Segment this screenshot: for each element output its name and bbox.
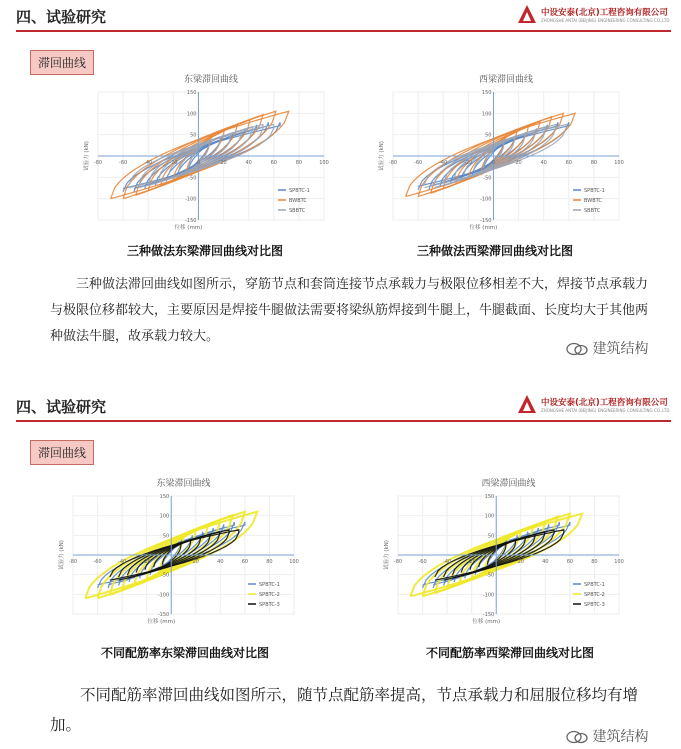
x-tick-label: -40 (443, 559, 452, 565)
logo-subtext: ZHONGSHE ANTAI (BEIJING) ENGINEERING CONSULTING CO.,LTD (541, 18, 670, 23)
logo-mark-icon (517, 394, 537, 414)
legend-label: SPBTC-1 (584, 582, 605, 588)
legend-label: BWBTC (584, 198, 602, 204)
x-tick-label: -80 (393, 559, 403, 565)
figure-caption: 不同配筋率西梁滞回曲线对比图 (425, 646, 594, 660)
y-tick-label: 50 (162, 533, 170, 540)
chart-west-ratio (380, 476, 625, 630)
y-tick-label: 50 (190, 132, 197, 139)
y-tick-label: -50 (161, 572, 170, 579)
y-tick-label: -100 (157, 592, 170, 599)
chart-east-three (80, 72, 330, 236)
y-tick-label: 100 (484, 513, 495, 520)
logo-subtext: ZHONGSHE ANTAI (BEIJING) ENGINEERING CONSULTING CO.,LTD (541, 408, 670, 413)
y-tick-label: 150 (481, 90, 492, 96)
y-tick-label: 50 (485, 132, 492, 139)
wechat-icon (566, 730, 588, 744)
y-tick-label: 50 (487, 533, 495, 540)
x-axis-label: 位移 (mm) (469, 225, 498, 231)
x-tick-label: 0 (494, 559, 498, 565)
x-tick-label: -20 (169, 160, 178, 166)
x-tick-label: 40 (540, 160, 547, 166)
y-tick-label: -150 (482, 612, 495, 618)
y-tick-label: 150 (186, 90, 197, 96)
watermark (566, 338, 648, 358)
hysteresis-chart (80, 72, 330, 232)
body-paragraph: 不同配筋率滞回曲线如图所示，随节点配筋率提高，节点承载力和屈服位移均有增加。 (50, 686, 639, 734)
x-tick-label: -80 (388, 160, 398, 166)
figure-caption: 三种做法西梁滞回曲线对比图 (416, 244, 573, 258)
hysteresis-chart (375, 72, 625, 232)
x-tick-label: -20 (467, 559, 476, 565)
x-tick-label: 0 (196, 160, 201, 166)
x-tick-label: -20 (464, 160, 473, 166)
legend-label: SBBTC (289, 208, 306, 214)
legend-label: SPBTC-1 (259, 582, 280, 588)
x-tick-label: 20 (517, 559, 524, 565)
company-logo (517, 4, 670, 32)
y-tick-label: -50 (483, 175, 492, 182)
x-tick-label: 40 (245, 160, 252, 166)
legend-label: SPBTC-1 (584, 188, 605, 194)
chart-title: 西梁滞回曲线 (481, 479, 536, 489)
x-tick-label: -60 (93, 559, 102, 565)
hysteresis-chart (55, 476, 300, 626)
legend-label: SPBTC-2 (259, 592, 280, 598)
y-tick-label: -50 (486, 572, 495, 579)
logo-text: 中设安泰(北京)工程咨询有限公司 (541, 8, 668, 18)
legend-label: SPBTC-1 (289, 188, 310, 194)
y-tick-label: 100 (159, 513, 170, 520)
x-tick-label: -40 (439, 160, 448, 166)
x-tick-label: -60 (119, 160, 128, 166)
y-tick-label: 150 (484, 494, 495, 500)
x-tick-label: 100 (614, 559, 624, 565)
x-tick-label: -40 (144, 160, 153, 166)
x-tick-label: -60 (418, 559, 427, 565)
y-tick-label: 100 (481, 111, 492, 118)
y-tick-label: -50 (188, 175, 197, 182)
x-tick-label: 60 (241, 559, 249, 565)
x-tick-label: 100 (319, 160, 329, 166)
x-tick-label: 20 (220, 160, 227, 166)
section-tag: 滞回曲线 (30, 440, 94, 465)
legend-label: SPBTC-2 (584, 592, 605, 598)
figure-caption: 三种做法东梁滞回曲线对比图 (126, 244, 283, 258)
chart-west-three (375, 72, 625, 236)
watermark-text: 建筑结构 (592, 729, 649, 745)
legend-label: SPBTC-3 (259, 602, 280, 608)
section-tag: 滞回曲线 (30, 50, 94, 75)
watermark (566, 726, 648, 746)
logo-mark-icon (517, 4, 537, 24)
hysteresis-chart (380, 476, 625, 626)
y-axis-label: 试验力 (kN) (59, 540, 65, 570)
x-tick-label: -20 (142, 559, 151, 565)
y-tick-label: -100 (480, 196, 492, 203)
legend-label: SBBTC (584, 208, 601, 214)
figure-caption: 不同配筋率东梁滞回曲线对比图 (100, 646, 269, 660)
legend-label: BWBTC (289, 198, 307, 204)
x-tick-label: 60 (566, 559, 574, 565)
wechat-icon (566, 342, 588, 356)
x-tick-label: 100 (289, 559, 299, 565)
y-tick-label: -150 (480, 218, 492, 224)
x-axis-label: 位移 (mm) (472, 619, 501, 625)
header-rule (16, 30, 671, 32)
x-tick-label: 40 (542, 559, 549, 565)
x-tick-label: 80 (295, 160, 303, 166)
x-tick-label: -80 (93, 160, 103, 166)
y-tick-label: 100 (186, 111, 197, 118)
x-tick-label: 100 (614, 160, 624, 166)
x-tick-label: 0 (491, 160, 496, 166)
x-axis-label: 位移 (mm) (174, 225, 203, 231)
legend-label: SPBTC-3 (584, 602, 605, 608)
x-tick-label: 80 (591, 559, 598, 565)
y-tick-label: -100 (185, 196, 197, 203)
x-tick-label: -80 (68, 559, 78, 565)
y-axis-label: 试验力 (kN) (384, 540, 390, 570)
header-rule (16, 420, 671, 422)
chart-title: 东梁滞回曲线 (183, 75, 239, 85)
y-axis-label: 试验力 (kN) (379, 141, 385, 171)
x-tick-label: -60 (414, 160, 423, 166)
x-tick-label: 40 (217, 559, 224, 565)
x-tick-label: 80 (590, 160, 598, 166)
section-header: 四、试验研究 (16, 398, 107, 416)
y-axis-label: 试验力 (kN) (84, 141, 90, 171)
x-axis-label: 位移 (mm) (147, 619, 176, 625)
y-tick-label: -100 (482, 592, 495, 599)
y-tick-label: -150 (157, 612, 170, 618)
chart-title: 西梁滞回曲线 (478, 75, 534, 85)
logo-text: 中设安泰(北京)工程咨询有限公司 (541, 398, 668, 408)
x-tick-label: 60 (565, 160, 572, 166)
watermark-text: 建筑结构 (592, 341, 649, 357)
y-tick-label: 150 (159, 494, 170, 500)
body-paragraph: 三种做法滞回曲线如图所示，穿筋节点和套筒连接节点承载力与极限位移相差不大，焊接节点承载力与极限位移都较大，主要原因是焊接牛腿做法需要将梁纵筋焊接到牛腿上，牛腿截面、长度均大于其他两种做法牛腿，故承载力较大。 (50, 277, 649, 344)
x-tick-label: 0 (169, 559, 173, 565)
section-header: 四、试验研究 (16, 8, 107, 26)
company-logo (517, 394, 670, 422)
x-tick-label: 60 (270, 160, 277, 166)
x-tick-label: 20 (515, 160, 522, 166)
chart-east-ratio (55, 476, 300, 630)
x-tick-label: 80 (266, 559, 273, 565)
slide-2 (0, 390, 681, 749)
x-tick-label: -40 (118, 559, 127, 565)
y-tick-label: -150 (185, 218, 197, 224)
x-tick-label: 20 (192, 559, 199, 565)
chart-title: 东梁滞回曲线 (156, 479, 211, 489)
